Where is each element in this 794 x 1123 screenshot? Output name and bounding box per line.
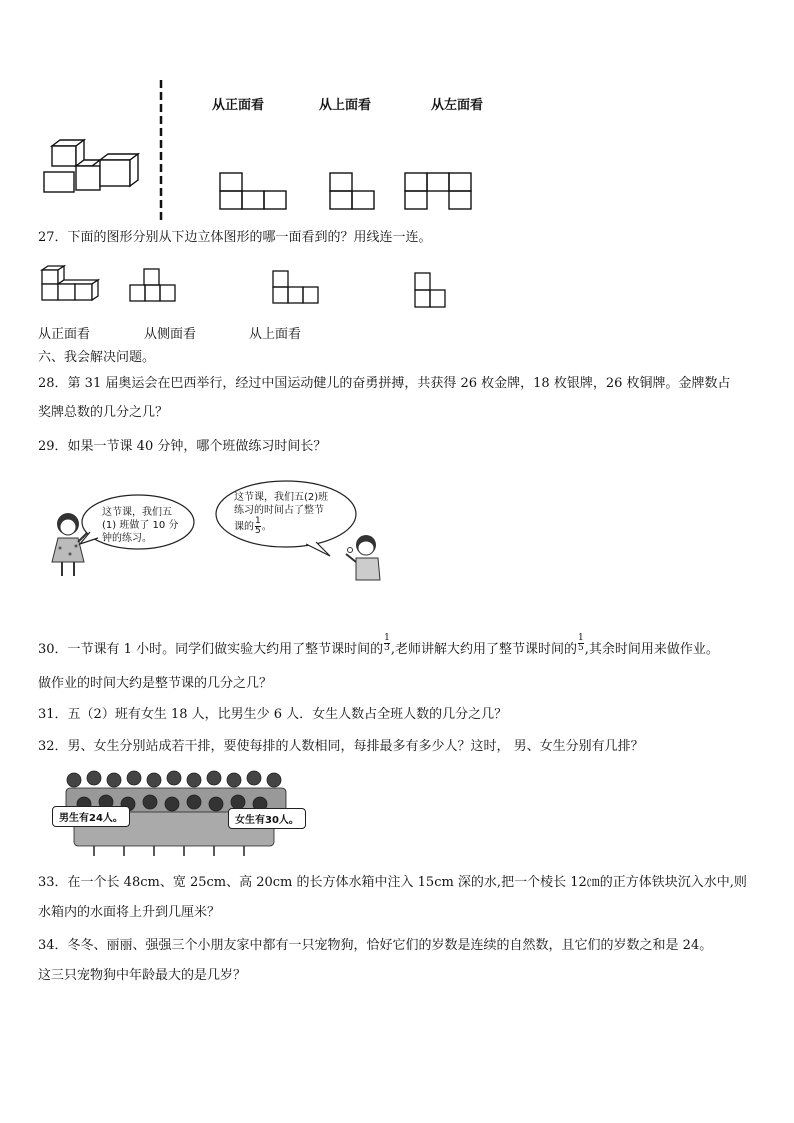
cube-solid-figure <box>42 138 142 196</box>
question-33-line1: 33．在一个长 48cm、宽 25cm、高 20cm 的长方体水箱中注入 15cm 深的水,把一个棱长 12㎝的正方体铁块沉入水中,则 <box>38 875 747 890</box>
view-label-top: 从上面看 <box>319 98 372 113</box>
view-shape-1 <box>219 172 289 210</box>
q27-solid-figure <box>38 264 102 304</box>
sign-boys: 男生有24人。 <box>52 806 130 827</box>
q27-shape-a <box>129 268 179 304</box>
question-34-line2: 这三只宠物狗中年龄最大的是几岁？ <box>38 968 247 983</box>
q27-shape-c <box>414 272 450 310</box>
sign-girls: 女生有30人。 <box>228 808 306 829</box>
question-31: 31．五（2）班有女生 18 人，比男生少 6 人．女生人数占全班人数的几分之几？ <box>38 707 508 722</box>
bubble-right-text: 这节课，我们五(2)班 练习的时间占了整节 课的 $\frac{1}{5}$ 。 <box>234 492 329 536</box>
bubble-left-text: 这节课，我们五 (1) 班做了 10 分 钟的练习。 <box>102 507 179 544</box>
question-28-line1: 28．第 31 届奥运会在巴西举行，经过中国运动健儿的奋勇拼搏，共获得 26 枚金牌，18 枚银牌，26 枚铜牌。金牌数占 <box>38 376 731 391</box>
view-shape-3 <box>404 172 476 210</box>
view-label-front: 从正面看 <box>212 98 265 113</box>
boy-illustration <box>342 534 388 586</box>
question-28-line2: 奖牌总数的几分之几？ <box>38 405 169 420</box>
q27-label-top: 从上面看 <box>249 327 302 342</box>
question-30-line1: 30．一节课有 1 小时。同学们做实验大约用了整节课时间的 $\frac{1}{3}$ ,老师讲解大约用了整节课时间的 $\frac{1}{5}$ ,其余时间用来做作业。 <box>38 633 719 657</box>
q27-label-side: 从侧面看 <box>144 327 197 342</box>
view-shape-2 <box>329 172 379 210</box>
question-30-line2: 做作业的时间大约是整节课的几分之几？ <box>38 676 273 691</box>
dashed-divider <box>158 80 164 220</box>
question-27: 27．下面的图形分别从下边立体图形的哪一面看到的？用线连一连。 <box>38 230 432 245</box>
q27-shape-b <box>272 270 322 306</box>
view-label-left: 从左面看 <box>431 98 484 113</box>
question-29: 29．如果一节课 40 分钟，哪个班做练习时间长？ <box>38 439 327 454</box>
question-34-line1: 34．冬冬、丽丽、强强三个小朋友家中都有一只宠物狗，恰好它们的岁数是连续的自然数，且它们的岁数之和是 24。 <box>38 938 713 953</box>
q27-label-front: 从正面看 <box>38 327 91 342</box>
question-33-line2: 水箱内的水面将上升到几厘米？ <box>38 905 221 920</box>
question-32: 32．男、女生分别站成若干排，要使每排的人数相同，每排最多有多少人？这时， 男、女生分别有几排？ <box>38 739 644 754</box>
section-6-heading: 六、我会解决问题。 <box>38 350 156 365</box>
